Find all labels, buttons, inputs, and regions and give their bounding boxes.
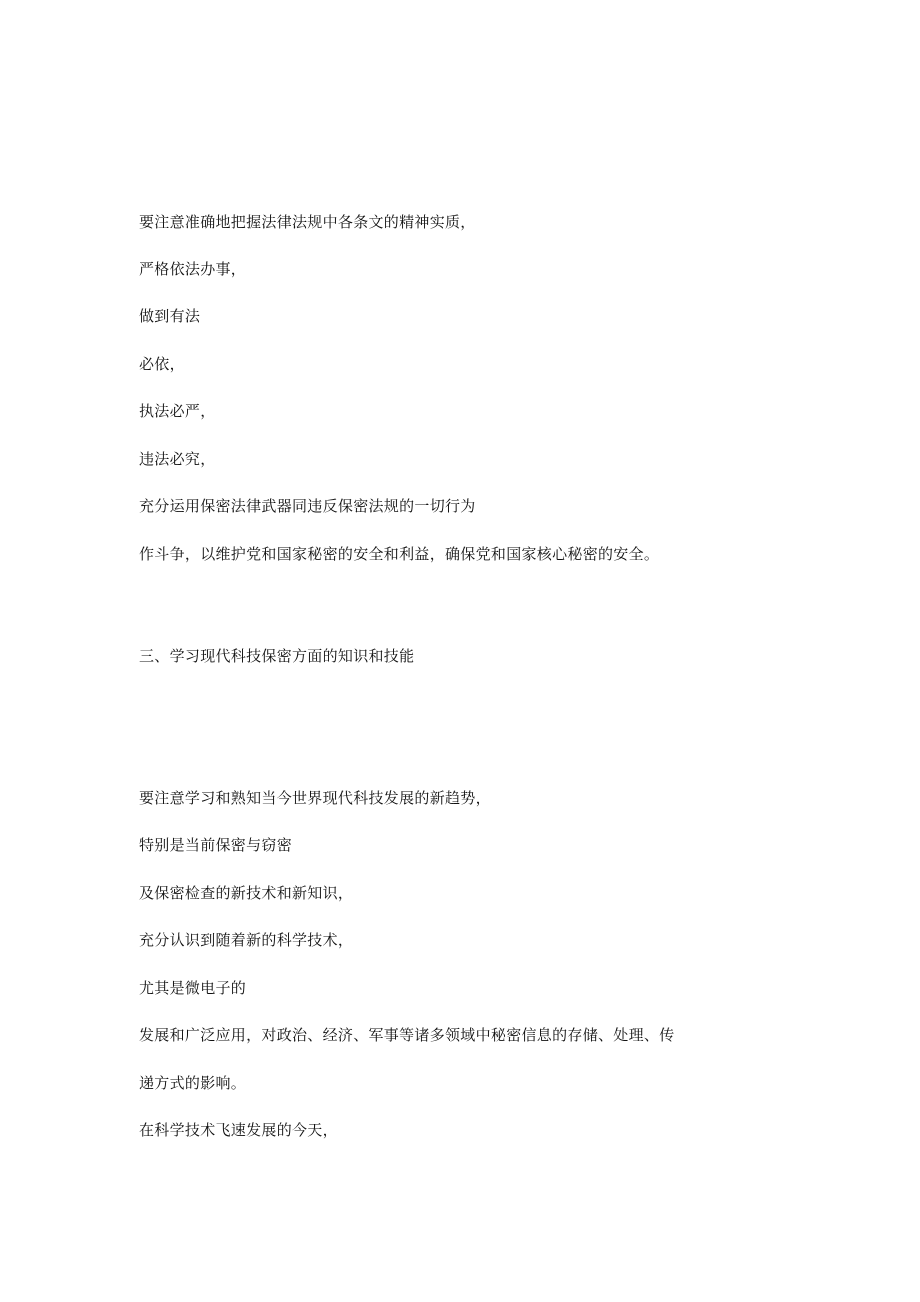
paragraph-line: 充分认识到随着新的科学技术， bbox=[139, 931, 354, 949]
paragraph-line: 做到有法 bbox=[139, 307, 201, 325]
paragraph-line: 在科学技术飞速发展的今天， bbox=[139, 1121, 338, 1139]
paragraph-line: 要注意准确地把握法律法规中各条文的精神实质， bbox=[139, 213, 476, 231]
section-heading: 三、学习现代科技保密方面的知识和技能 bbox=[139, 647, 415, 665]
paragraph-line: 必依， bbox=[139, 355, 185, 373]
paragraph-line: 严格依法办事， bbox=[139, 260, 247, 278]
paragraph-line: 执法必严， bbox=[139, 402, 216, 420]
paragraph-line: 及保密检查的新技术和新知识， bbox=[139, 884, 354, 902]
paragraph-line: 充分运用保密法律武器同违反保密法规的一切行为 bbox=[139, 497, 476, 515]
paragraph-line: 要注意学习和熟知当今世界现代科技发展的新趋势， bbox=[139, 789, 491, 807]
paragraph-line: 特别是当前保密与窃密 bbox=[139, 836, 293, 854]
paragraph-line: 发展和广泛应用，对政治、经济、军事等诸多领域中秘密信息的存储、处理、传 bbox=[139, 1026, 675, 1044]
paragraph-line: 递方式的影响。 bbox=[139, 1074, 247, 1092]
paragraph-line: 尤其是微电子的 bbox=[139, 979, 247, 997]
paragraph-line: 违法必究， bbox=[139, 450, 216, 468]
paragraph-line: 作斗争，以维护党和国家秘密的安全和利益，确保党和国家核心秘密的安全。 bbox=[139, 545, 660, 563]
